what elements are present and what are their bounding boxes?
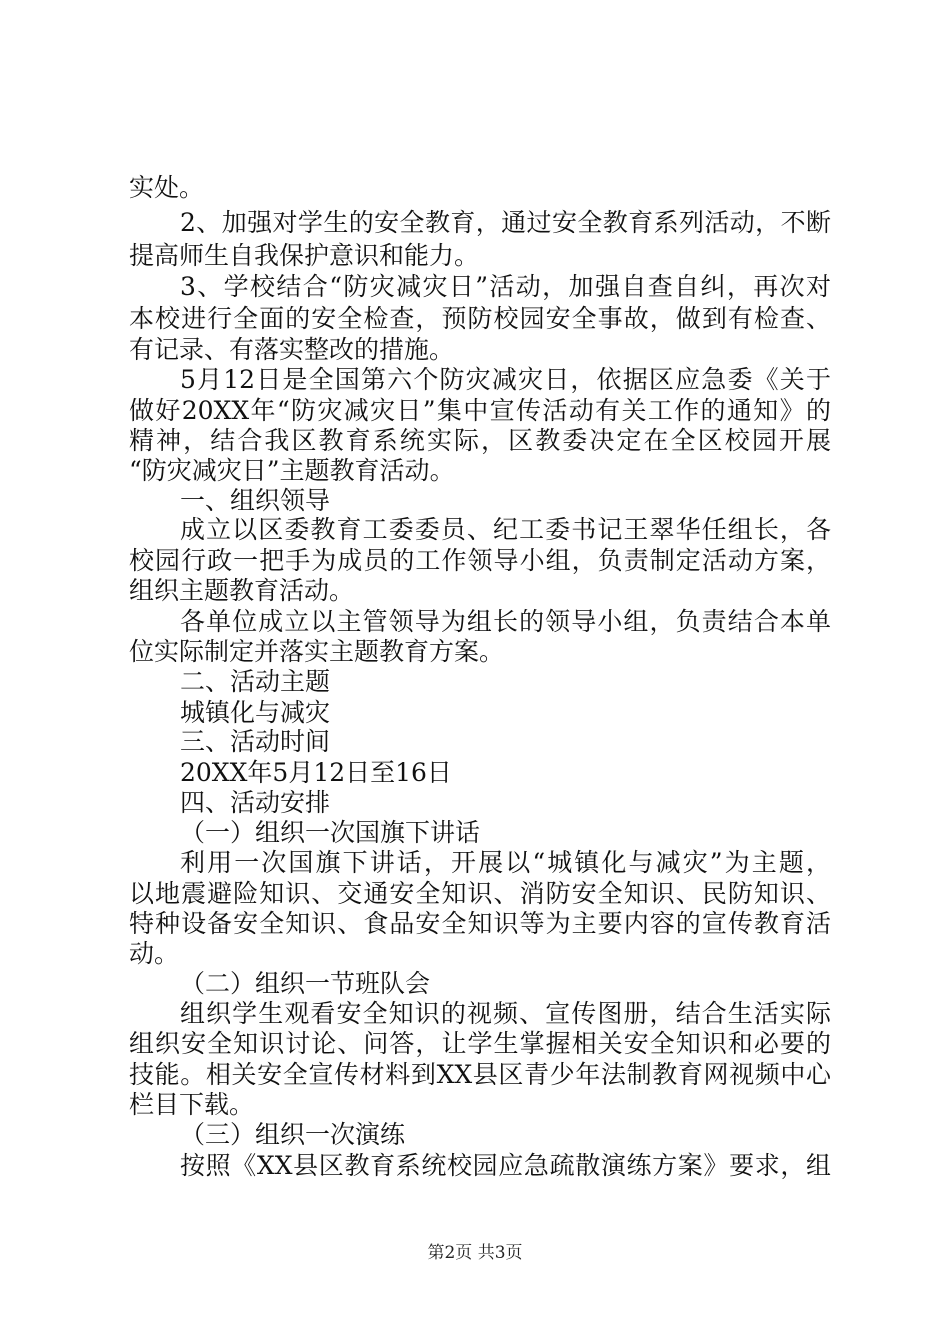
text-line: 成立以区委教育工委委员、纪工委书记王翠华任组长，各	[180, 515, 831, 544]
text-line: 以地震避险知识、交通安全知识、消防安全知识、民防知识、	[129, 879, 831, 908]
section-heading: 三、活动时间	[180, 727, 331, 756]
text-line: 动。	[129, 939, 180, 968]
text-line: 2、加强对学生的安全教育，通过安全教育系列活动，不断	[180, 208, 831, 237]
text-line: 5月12日是全国第六个防灾减灾日，依据区应急委《关于	[180, 365, 831, 394]
text-line: 精神，结合我区教育系统实际，区教委决定在全区校园开展	[129, 426, 831, 455]
text-line: “防灾减灾日”主题教育活动。	[129, 456, 455, 485]
subsection-heading: （三）组织一次演练	[180, 1120, 406, 1149]
subsection-heading: （二）组织一节班队会	[180, 969, 431, 998]
subsection-heading: （一）组织一次国旗下讲话	[180, 818, 481, 847]
text-line: 按照《XX县区教育系统校园应急疏散演练方案》要求，组	[180, 1151, 831, 1180]
text-line: 城镇化与减灾	[180, 698, 331, 727]
section-heading: 一、组织领导	[180, 486, 331, 515]
text-line: 利用一次国旗下讲话，开展以“城镇化与减灾”为主题，	[180, 848, 831, 877]
text-line: 20XX年5月12日至16日	[180, 758, 452, 787]
page-footer: 第2页 共3页	[427, 1243, 523, 1263]
text-line: 做好20XX年“防灾减灾日”集中宣传活动有关工作的通知》的	[129, 396, 831, 425]
text-line: 位实际制定并落实主题教育方案。	[129, 637, 505, 666]
text-line: 组织学生观看安全知识的视频、宣传图册，结合生活实际	[180, 999, 831, 1028]
text-line: 各单位成立以主管领导为组长的领导小组，负责结合本单	[180, 607, 831, 636]
text-line: 3、学校结合“防灾减灾日”活动，加强自查自纠，再次对	[180, 272, 831, 301]
text-line: 校园行政一把手为成员的工作领导小组，负责制定活动方案，	[129, 546, 831, 575]
text-line: 组织安全知识讨论、问答，让学生掌握相关安全知识和必要的	[129, 1029, 831, 1058]
text-line: 组织主题教育活动。	[129, 576, 355, 605]
text-line: 提高师生自我保护意识和能力。	[129, 241, 480, 270]
text-line: 实处。	[129, 173, 205, 202]
text-line: 特种设备安全知识、食品安全知识等为主要内容的宣传教育活	[129, 909, 831, 938]
text-line: 栏目下载。	[129, 1090, 255, 1119]
section-heading: 四、活动安排	[180, 788, 331, 817]
text-line: 本校进行全面的安全检查，预防校园安全事故，做到有检查、	[129, 304, 831, 333]
section-heading: 二、活动主题	[180, 667, 331, 696]
text-line: 技能。相关安全宣传材料到XX县区青少年法制教育网视频中心	[129, 1060, 831, 1089]
text-line: 有记录、有落实整改的措施。	[129, 335, 455, 364]
